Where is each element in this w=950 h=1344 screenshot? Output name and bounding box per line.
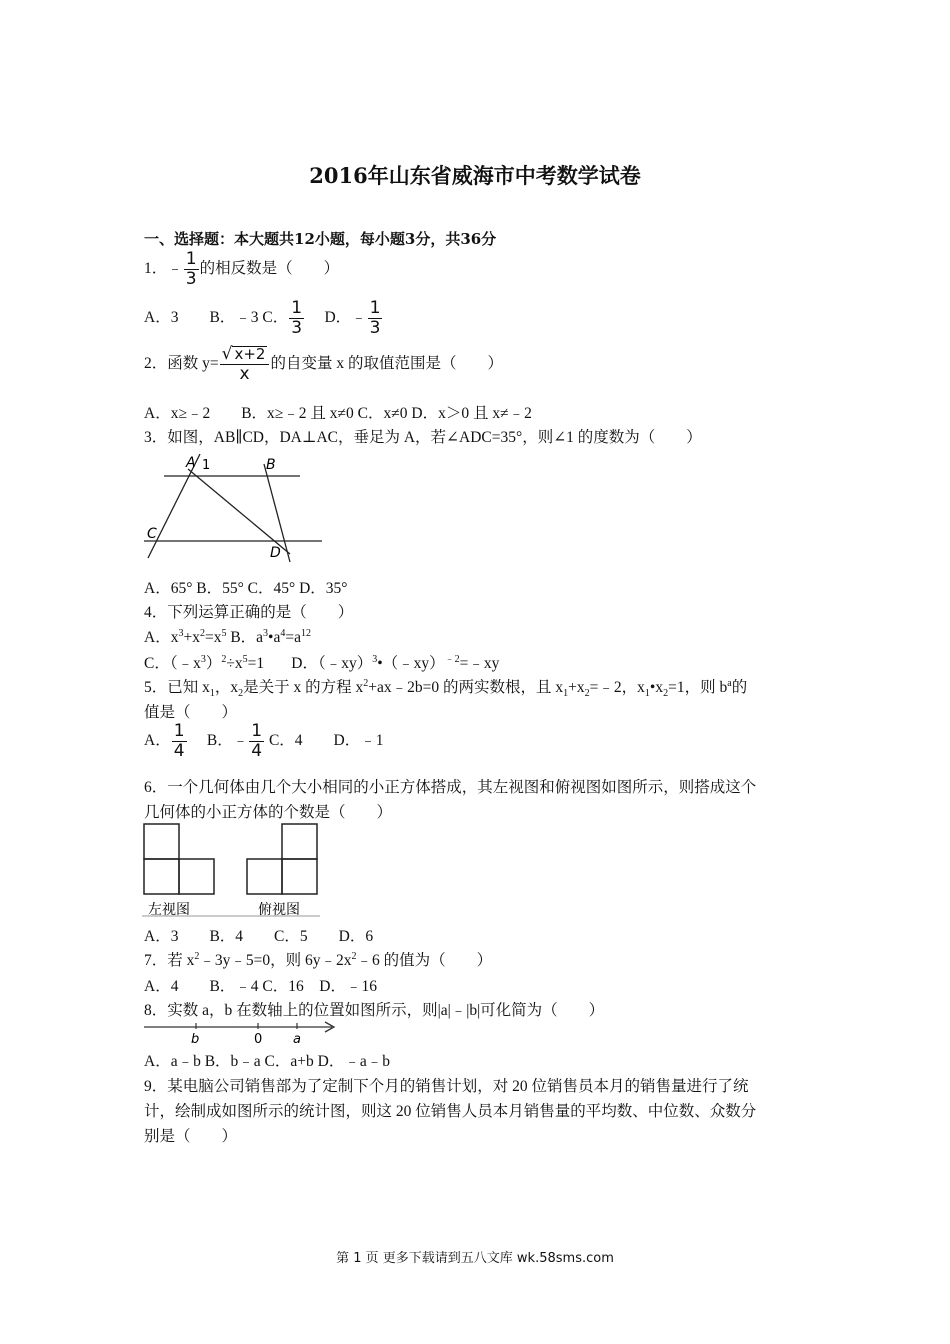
q1-option-d-fraction: $\frac{1}{3}$ bbox=[369, 298, 381, 338]
left-view-label: 左视图 bbox=[148, 902, 190, 918]
label-d: D bbox=[270, 545, 281, 561]
q1-fraction: $\frac{1}{3}$ bbox=[185, 249, 197, 289]
q3-options: A．65° B．55° C．45° D．35° bbox=[144, 580, 348, 597]
q3-figure bbox=[142, 452, 324, 566]
q4-options-cd: C．$(﹣x^3)^2\div x^5=1$ D．（﹣xy）$^3$•（﹣xy）$^{﹣2}$=﹣xy bbox=[144, 654, 500, 673]
q5-options: A． $\frac{1}{4}$ B．﹣ $\frac{1}{4}$ C．4 D．﹣1 bbox=[144, 721, 384, 761]
left-view bbox=[144, 824, 214, 894]
question-9-line-2: 计，绘制成如图所示的统计图，则这 20 位销售人员本月销售量的平均数、中位数、众数分 bbox=[144, 1103, 757, 1120]
top-view bbox=[247, 824, 317, 894]
label-b: b bbox=[191, 1032, 200, 1045]
label-zero: 0 bbox=[254, 1032, 263, 1045]
q7-options: A．4 B．﹣4 C．16 D．﹣16 bbox=[144, 978, 377, 995]
question-5: 5．已知 $x_1$，$x_2$是关于 x 的方程 $x^2+ax﹣2b=0$ 的两实数根，且 $x_1+x_2=﹣2$，$x_1•x_2=1$，则 $b^a$的 bbox=[144, 677, 748, 700]
question-7: 7．若 $x^2﹣3y﹣5=0$，则 $6y﹣2x^2﹣6$ 的值为（ ） bbox=[144, 950, 493, 969]
q1-option-c-fraction: $\frac{1}{3}$ bbox=[291, 298, 303, 338]
label-a: a bbox=[293, 1032, 301, 1045]
page-title: 2016年山东省威海市中考数学试卷 bbox=[309, 163, 641, 188]
question-3: 3．如图，AB∥CD，DA⊥AC，垂足为 A，若∠ADC=35°，则∠1 的度数为（ ） bbox=[144, 429, 702, 446]
q2-sqrt: x+2 bbox=[234, 345, 266, 363]
question-8: 8．实数 a，b 在数轴上的位置如图所示，则|a|﹣|b|可化简为（ ） bbox=[144, 1002, 605, 1019]
q2-options: A．x≥﹣2 B．x≥﹣2 且 x≠0 C．x≠0 D．x＞0 且 x≠﹣2 bbox=[144, 405, 532, 422]
label-a: A bbox=[186, 455, 196, 471]
label-angle-1: 1 bbox=[202, 458, 211, 473]
q6-figure bbox=[142, 822, 322, 918]
question-1 bbox=[144, 251, 339, 288]
q2-fraction: $\frac{√ x+2}{x}$ bbox=[220, 346, 270, 383]
question-9-line-3: 别是（ ） bbox=[144, 1128, 238, 1145]
q1-text: 的相反数是（ ） bbox=[199, 260, 340, 278]
q6-options: A．3 B．4 C．5 D．6 bbox=[144, 928, 374, 945]
page-footer: 第 1 页 更多下载请到五八文库 wk.58sms.com bbox=[336, 1251, 614, 1266]
top-view-label: 俯视图 bbox=[258, 902, 300, 918]
question-6-line-2: 几何体的小正方体的个数是（ ） bbox=[144, 804, 393, 821]
question-9: 9．某电脑公司销售部为了定制下个月的销售计划，对 20 位销售员本月的销售量进行了统 bbox=[144, 1078, 749, 1095]
q1-options: A．3 B．﹣3 C． $\frac{1}{3}$ D．﹣ $\frac{1}{3}$ bbox=[144, 298, 381, 338]
q5-option-b-fraction: $\frac{1}{4}$ bbox=[251, 721, 263, 761]
question-6: 6．一个几何体由几个大小相同的小正方体搭成，其左视图和俯视图如图所示，则搭成这个 bbox=[144, 779, 757, 796]
q8-number-line bbox=[142, 1019, 340, 1045]
label-c: C bbox=[147, 526, 157, 542]
question-4: 4．下列运算正确的是（ ） bbox=[144, 604, 354, 621]
q4-options-ab: A．$x^3+x^2=x^5$ B．$a^3•a^4=a^{12}$ bbox=[144, 627, 311, 646]
section-heading: 一、选择题：本大题共12小题，每小题3分，共36分 bbox=[144, 230, 497, 248]
question-5-line-2: 值是（ ） bbox=[144, 704, 238, 721]
question-2: 2．函数 y= $\frac{√ x+2}{x}$ 的自变量 x 的取值范围是（ ） bbox=[144, 344, 503, 384]
q1-number: 1． bbox=[144, 260, 168, 278]
label-b: B bbox=[266, 457, 276, 473]
q1-neg: ﹣ bbox=[167, 260, 183, 278]
q8-options: A．a﹣b B．b﹣a C．a+b D．﹣a﹣b bbox=[144, 1053, 390, 1070]
q5-option-a-fraction: $\frac{1}{4}$ bbox=[173, 721, 185, 761]
